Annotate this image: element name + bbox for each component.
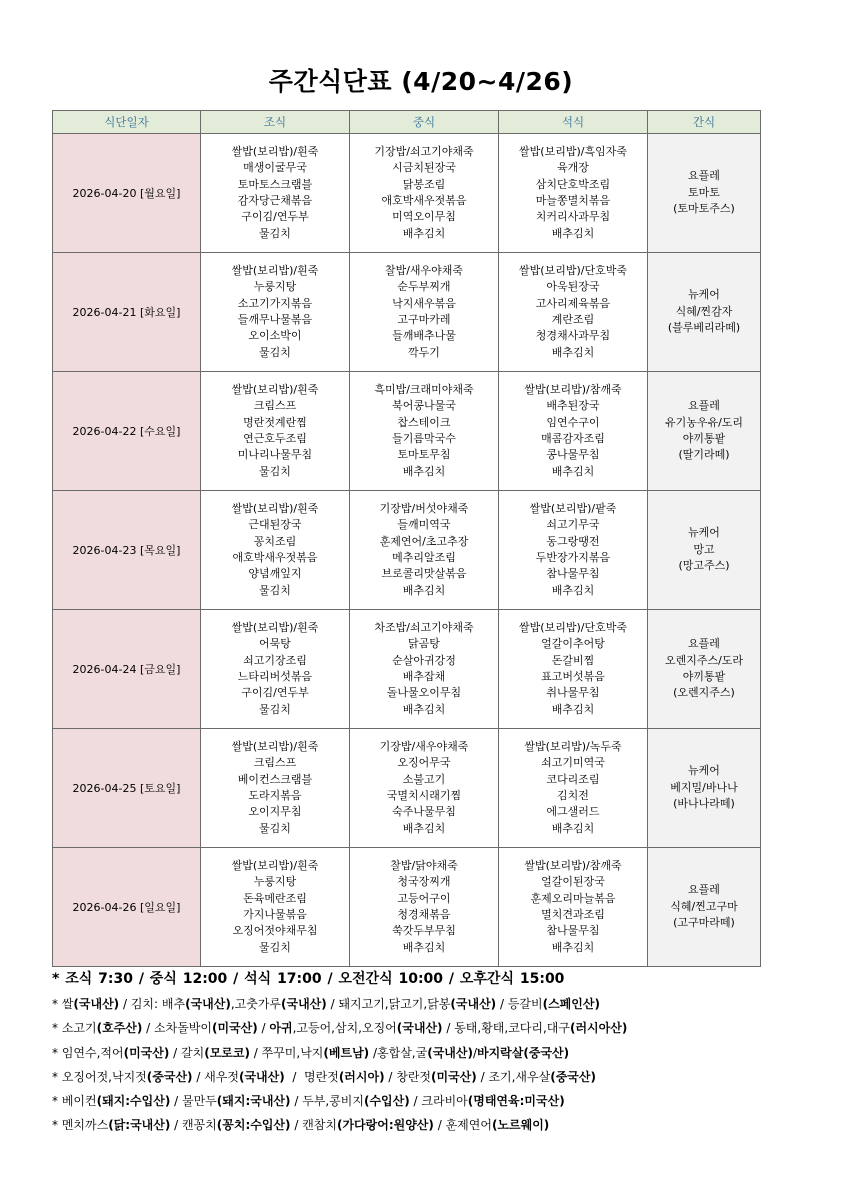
menu-item: 요플레: [688, 883, 720, 897]
dinner-cell: [499, 491, 648, 610]
menu-item: 물김치: [259, 345, 291, 359]
origin-country: 바지락살(중국산): [477, 1045, 570, 1060]
menu-item: 쌀밥(보리밥)/흑임자죽: [519, 144, 627, 158]
menu-item: 메추리알조림: [392, 551, 456, 564]
page-title: 주간식단표 (4/20~4/26): [268, 67, 574, 96]
menu-item: 양념깨잎지: [248, 567, 302, 581]
menu-date: 2026-04-21 [화요일]: [53, 253, 201, 372]
menu-item: 깍두기: [408, 345, 440, 359]
menu-item: 동그랑땡전: [546, 534, 600, 548]
menu-item: 구이김/연두부: [241, 210, 309, 224]
menu-item: 배추김치: [551, 345, 595, 359]
menu-item: 고구마카레: [397, 313, 451, 326]
menu-item: 토마토무침: [397, 448, 451, 462]
origin-item: / 창란젓: [384, 1069, 432, 1084]
menu-item: 소불고기: [402, 772, 446, 786]
menu-item: 누룽지탕: [253, 280, 297, 294]
menu-item: 국멸치시래기찜: [386, 789, 462, 802]
weekly-menu-table: [52, 110, 761, 967]
menu-item: 요플레: [688, 637, 720, 651]
menu-date: 2026-04-22 [수요일]: [53, 372, 201, 491]
menu-item: 오렌지주스/도라: [664, 653, 744, 667]
origin-country: (국내산): [238, 1069, 285, 1084]
table-header-row: [53, 111, 761, 134]
origin-country: (러시아): [338, 1069, 385, 1084]
origin-item: ,고등어,삼치,오징어: [292, 1021, 397, 1036]
origin-item: / 김치: 배추: [119, 997, 186, 1011]
origin-country: (수입산): [363, 1094, 410, 1109]
snack-cell: [648, 253, 761, 372]
origin-line: [52, 992, 772, 1016]
origin-item: / 쭈꾸미,낙지: [249, 1045, 324, 1060]
menu-item: 쌀밥(보리밥)/흰죽: [231, 620, 319, 634]
origin-item: / 크라비아: [409, 1094, 468, 1109]
dinner-cell: [499, 134, 648, 253]
origin-item: / 등갈비: [496, 997, 543, 1011]
origin-country: (중국산): [146, 1069, 193, 1084]
menu-item: 유기농우유/도리: [664, 415, 744, 429]
origin-item: / 두부,콩비지: [290, 1094, 364, 1109]
origin-country: (러시아산): [569, 1021, 628, 1036]
menu-item: 시금치된장국: [392, 161, 456, 175]
menu-item: 물김치: [259, 940, 291, 954]
origin-line: [52, 1016, 772, 1040]
menu-item: (망고주스): [678, 559, 730, 573]
menu-item: 소고기가지볶음: [237, 296, 313, 310]
menu-item: (블루베리라떼): [667, 321, 741, 335]
menu-date: 2026-04-23 [목요일]: [53, 491, 201, 610]
menu-item: 브로콜리맛살볶음: [381, 567, 467, 581]
origin-country: (베트남): [323, 1045, 370, 1060]
origin-line: [52, 1113, 772, 1137]
menu-item: 고등어구이: [397, 891, 451, 905]
menu-item: 참나물무침: [546, 567, 600, 581]
menu-item: 낙지새우볶음: [392, 296, 456, 310]
menu-item: (딸기라떼): [678, 448, 730, 462]
table-row: [53, 610, 761, 729]
menu-item: 느타리버섯볶음: [237, 670, 313, 683]
header-lunch: 중식: [350, 111, 499, 134]
menu-item: 배추김치: [402, 702, 446, 716]
menu-item: 배추김치: [402, 940, 446, 954]
header-date: 식단일자: [53, 111, 201, 134]
origin-country: (닭:국내산): [108, 1118, 171, 1133]
menu-item: 토마토: [688, 185, 720, 199]
menu-item: 쌀밥(보리밥)/흰죽: [231, 263, 319, 277]
menu-item: 미나리나물무침: [237, 448, 313, 462]
origin-item: /: [472, 1045, 477, 1060]
menu-item: 육개장: [557, 161, 589, 175]
breakfast-cell: [201, 253, 350, 372]
origin-country: (국내산): [427, 1045, 473, 1060]
origin-item: * 쌀: [52, 997, 74, 1011]
header-snack: 간식: [648, 111, 761, 134]
menu-item: 찹스테이크: [397, 415, 451, 429]
menu-item: 기장밥/쇠고기야채죽: [374, 144, 474, 158]
menu-item: 배추김치: [551, 226, 595, 240]
menu-item: 매생이굴무국: [243, 161, 307, 175]
menu-item: 돈갈비찜: [551, 653, 595, 667]
lunch-cell: [350, 848, 499, 967]
menu-item: 마늘쫑멸치볶음: [535, 194, 611, 207]
menu-item: 북어콩나물국: [392, 399, 456, 413]
menu-item: 배추김치: [402, 226, 446, 240]
origin-line: [52, 1065, 772, 1089]
snack-cell: [648, 848, 761, 967]
origin-country: (미국산): [123, 1045, 170, 1060]
origin-item: / 돼지고기,닭고기,닭봉: [326, 997, 451, 1011]
menu-item: 기장밥/새우야채죽: [379, 739, 469, 753]
origin-item: / 새우젓: [192, 1069, 239, 1084]
menu-item: (오렌지주스): [673, 686, 735, 700]
menu-item: 크림스프: [253, 399, 297, 413]
menu-item: 물김치: [259, 702, 291, 716]
menu-item: 훈제오리마늘볶음: [530, 891, 616, 905]
menu-item: 청경채볶음: [397, 908, 451, 921]
menu-item: 오이소박이: [248, 329, 302, 343]
origin-item: / 캔참치: [290, 1118, 337, 1133]
origin-country: (국내산): [396, 1021, 443, 1036]
menu-item: 야끼통팥: [682, 432, 726, 445]
menu-item: (고구마라떼): [673, 916, 735, 930]
menu-item: 임연수구이: [546, 415, 600, 429]
menu-item: 요플레: [688, 399, 720, 413]
menu-item: 쌀밥(보리밥)/단호박죽: [519, 620, 627, 634]
menu-item: 닭봉조림: [402, 177, 446, 191]
menu-item: 감자당근채볶음: [237, 194, 313, 207]
menu-item: 요플레: [688, 169, 720, 183]
menu-item: 애호박새우젓볶음: [381, 194, 467, 207]
menu-item: 누룽지탕: [253, 875, 297, 889]
menu-item: 뉴케어: [688, 526, 720, 540]
dinner-cell: [499, 848, 648, 967]
menu-date: 2026-04-24 [금요일]: [53, 610, 201, 729]
menu-item: 쌀밥(보리밥)/팥죽: [529, 501, 617, 515]
origin-list: [52, 992, 772, 1138]
header-breakfast: 조식: [201, 111, 350, 134]
lunch-cell: [350, 610, 499, 729]
snack-cell: [648, 491, 761, 610]
breakfast-cell: [201, 491, 350, 610]
menu-item: 흑미밥/크래미야채죽: [374, 382, 474, 396]
origin-item: / 동태,황태,코다리,대구: [442, 1021, 570, 1036]
table-row: [53, 253, 761, 372]
menu-item: 물김치: [259, 583, 291, 597]
menu-item: 쌀밥(보리밥)/단호박죽: [519, 263, 627, 277]
menu-item: 쌀밥(보리밥)/참깨죽: [524, 382, 622, 396]
menu-item: 식혜/찐고구마: [670, 899, 738, 913]
dinner-cell: [499, 372, 648, 491]
table-row: [53, 729, 761, 848]
menu-item: 배추김치: [551, 583, 595, 597]
origin-line: [52, 1089, 772, 1113]
menu-item: 들깨배추나물: [392, 329, 456, 343]
origin-item: / 캔꽁치: [170, 1118, 217, 1133]
menu-item: 찰밥/새우야채죽: [384, 263, 464, 277]
menu-item: 순살아귀강정: [392, 653, 456, 667]
menu-item: 물김치: [259, 464, 291, 478]
menu-item: 고사리제육볶음: [535, 296, 611, 310]
table-body: [53, 134, 761, 967]
origin-country: (국내산): [281, 997, 327, 1011]
menu-item: 오이지무침: [248, 805, 302, 819]
dinner-cell: [499, 610, 648, 729]
lunch-cell: [350, 372, 499, 491]
menu-item: 배추김치: [551, 821, 595, 835]
origin-country: (국내산): [185, 997, 231, 1011]
menu-item: 배추김치: [402, 464, 446, 478]
menu-item: 근대된장국: [248, 518, 302, 532]
menu-item: 쌀밥(보리밥)/흰죽: [231, 382, 319, 396]
menu-item: 찰밥/닭야채죽: [390, 858, 458, 872]
origin-country: (꽁치:수입산): [216, 1118, 291, 1133]
menu-item: 배추김치: [551, 702, 595, 716]
menu-item: 배추김치: [551, 940, 595, 954]
menu-item: 배추김치: [551, 464, 595, 478]
origin-item: * 베이컨: [52, 1094, 97, 1109]
lunch-cell: [350, 729, 499, 848]
menu-date: 2026-04-20 [월요일]: [53, 134, 201, 253]
menu-item: 얼갈이된장국: [541, 875, 605, 889]
menu-item: 배추잡채: [402, 670, 446, 683]
menu-item: 두반장가지볶음: [535, 551, 611, 564]
menu-item: (토마토주스): [673, 202, 735, 216]
origin-item: / 훈제연어: [433, 1118, 492, 1133]
menu-item: 쌀밥(보리밥)/흰죽: [231, 858, 319, 872]
breakfast-cell: [201, 848, 350, 967]
menu-item: 돌나물오이무침: [386, 686, 462, 700]
menu-item: 청국장찌개: [397, 875, 451, 889]
origin-country: (중국산): [550, 1069, 596, 1084]
menu-item: 토마토스크램블: [237, 177, 313, 191]
menu-item: 미역오이무침: [392, 210, 456, 224]
snack-cell: [648, 134, 761, 253]
menu-item: 쇠고기장조림: [243, 653, 307, 667]
menu-item: 베지밀/바나나: [670, 780, 738, 794]
menu-item: 계란조림: [551, 313, 595, 326]
menu-item: 구이김/연두부: [241, 686, 309, 700]
table-row: [53, 372, 761, 491]
origin-item: / 소차돌박이: [142, 1021, 212, 1036]
menu-item: 꽁치조림: [253, 534, 297, 548]
snack-cell: [648, 372, 761, 491]
origin-country: (국내산): [450, 997, 497, 1011]
menu-item: 콩나물무침: [546, 448, 600, 462]
meal-times: * 조식 7:30 / 중식 12:00 / 석식 17:00 / 오전간식 10:00 / 오후간식 15:00: [52, 971, 565, 987]
breakfast-cell: [201, 372, 350, 491]
menu-item: 도라지볶음: [248, 789, 302, 802]
menu-item: 망고: [693, 542, 715, 556]
menu-date: 2026-04-25 [토요일]: [53, 729, 201, 848]
menu-item: 가지나물볶음: [243, 908, 307, 921]
menu-item: 뉴케어: [688, 764, 720, 778]
menu-item: (바나나라떼): [673, 797, 735, 811]
origin-item: * 멘치까스: [52, 1118, 109, 1133]
menu-item: 얼갈이추어탕: [541, 637, 605, 651]
table-row: [53, 848, 761, 967]
origin-item: / 조기,새우살: [476, 1069, 551, 1084]
snack-cell: [648, 610, 761, 729]
origin-item: ,고춧가루: [230, 997, 282, 1011]
menu-item: 쌀밥(보리밥)/녹두죽: [524, 739, 622, 753]
header-dinner: 석식: [499, 111, 648, 134]
origin-country: 아귀: [269, 1021, 293, 1036]
origin-country: (국내산): [73, 997, 120, 1011]
menu-item: 아욱된장국: [546, 280, 600, 294]
origin-country: (가다랑어:원양산): [336, 1118, 434, 1133]
origin-item: / 물만두: [170, 1094, 217, 1109]
menu-item: 돈육메란조림: [243, 891, 307, 905]
menu-item: 쇠고기미역국: [541, 756, 605, 770]
origin-country: (돼지:수입산): [96, 1094, 171, 1109]
origin-item: / 갈치: [169, 1045, 205, 1060]
menu-item: 오징어젓야채무침: [232, 924, 318, 938]
menu-item: 쌀밥(보리밥)/흰죽: [231, 144, 319, 158]
menu-item: 치커리사과무침: [535, 210, 611, 224]
menu-item: 쇠고기무국: [546, 518, 600, 532]
menu-item: 에그샐러드: [546, 805, 600, 819]
menu-item: 물김치: [259, 226, 291, 240]
menu-item: 쌀밥(보리밥)/참깨죽: [524, 858, 622, 872]
menu-date: 2026-04-26 [일요일]: [53, 848, 201, 967]
breakfast-cell: [201, 134, 350, 253]
origin-country: (미국산): [431, 1069, 477, 1084]
lunch-cell: [350, 253, 499, 372]
menu-item: 연근호두조림: [243, 432, 307, 445]
breakfast-cell: [201, 729, 350, 848]
menu-item: 애호박새우젓볶음: [232, 551, 318, 564]
menu-item: 쑥갓두부무침: [392, 924, 456, 938]
origin-item: * 오징어젓,낙지젓: [52, 1069, 147, 1084]
footer-notes: [52, 968, 772, 1138]
origin-line: [52, 1041, 772, 1065]
origin-country: (미국산): [211, 1021, 258, 1036]
origin-country: (노르웨이): [491, 1118, 550, 1133]
menu-item: 훈제연어/초고추장: [379, 534, 469, 548]
menu-item: 코다리조림: [546, 772, 600, 786]
origin-country: (명태연육:미국산): [467, 1094, 565, 1109]
menu-item: 물김치: [259, 821, 291, 835]
menu-item: 차조밥/쇠고기야채죽: [374, 620, 474, 634]
origin-country: (호주산): [96, 1021, 143, 1036]
menu-item: 멸치견과조림: [541, 908, 605, 921]
menu-item: 뉴케어: [688, 288, 720, 302]
lunch-cell: [350, 491, 499, 610]
menu-item: 참나물무침: [546, 924, 600, 938]
table-row: [53, 134, 761, 253]
menu-item: 삼치단호박조림: [535, 177, 611, 191]
dinner-cell: [499, 253, 648, 372]
dinner-cell: [499, 729, 648, 848]
menu-item: 배추김치: [402, 583, 446, 597]
menu-item: 들깨무나물볶음: [237, 313, 313, 326]
origin-country: (스페인산): [542, 997, 600, 1011]
menu-item: 쌀밥(보리밥)/흰죽: [231, 501, 319, 515]
menu-item: 들깨미역국: [397, 518, 451, 532]
menu-item: 닭곰탕: [408, 637, 440, 651]
origin-item: * 소고기: [52, 1021, 97, 1036]
snack-cell: [648, 729, 761, 848]
menu-item: 베이컨스크램블: [237, 772, 313, 786]
menu-item: 크림스프: [253, 756, 297, 770]
origin-item: /: [257, 1021, 270, 1036]
menu-item: 숙주나물무침: [392, 805, 456, 819]
origin-item: /홍합살,굴: [369, 1045, 428, 1060]
origin-item: * 임연수,적어: [52, 1045, 124, 1060]
table-row: [53, 491, 761, 610]
menu-item: 야끼통팥: [682, 670, 726, 683]
menu-item: 김치전: [557, 789, 589, 802]
menu-item: 배추된장국: [546, 399, 600, 413]
origin-item: / 명란젓: [284, 1069, 339, 1084]
menu-item: 취나물무침: [546, 686, 600, 700]
menu-item: 명란젓계란찜: [243, 415, 307, 429]
menu-item: 들기름막국수: [392, 432, 456, 445]
menu-item: 기장밥/버섯야채죽: [379, 501, 469, 515]
menu-item: 쌀밥(보리밥)/흰죽: [231, 739, 319, 753]
origin-country: (돼지:국내산): [216, 1094, 291, 1109]
menu-item: 어묵탕: [259, 637, 291, 651]
menu-item: 순두부찌개: [397, 280, 451, 294]
menu-item: 매콤감자조림: [541, 432, 605, 445]
menu-item: 식혜/찐감자: [675, 304, 733, 318]
menu-item: 배추김치: [402, 821, 446, 835]
lunch-cell: [350, 134, 499, 253]
menu-item: 오징어무국: [397, 756, 451, 770]
origin-country: (모로코): [204, 1045, 250, 1060]
menu-item: 표고버섯볶음: [541, 670, 605, 683]
menu-item: 청경채사과무침: [535, 329, 611, 343]
breakfast-cell: [201, 610, 350, 729]
